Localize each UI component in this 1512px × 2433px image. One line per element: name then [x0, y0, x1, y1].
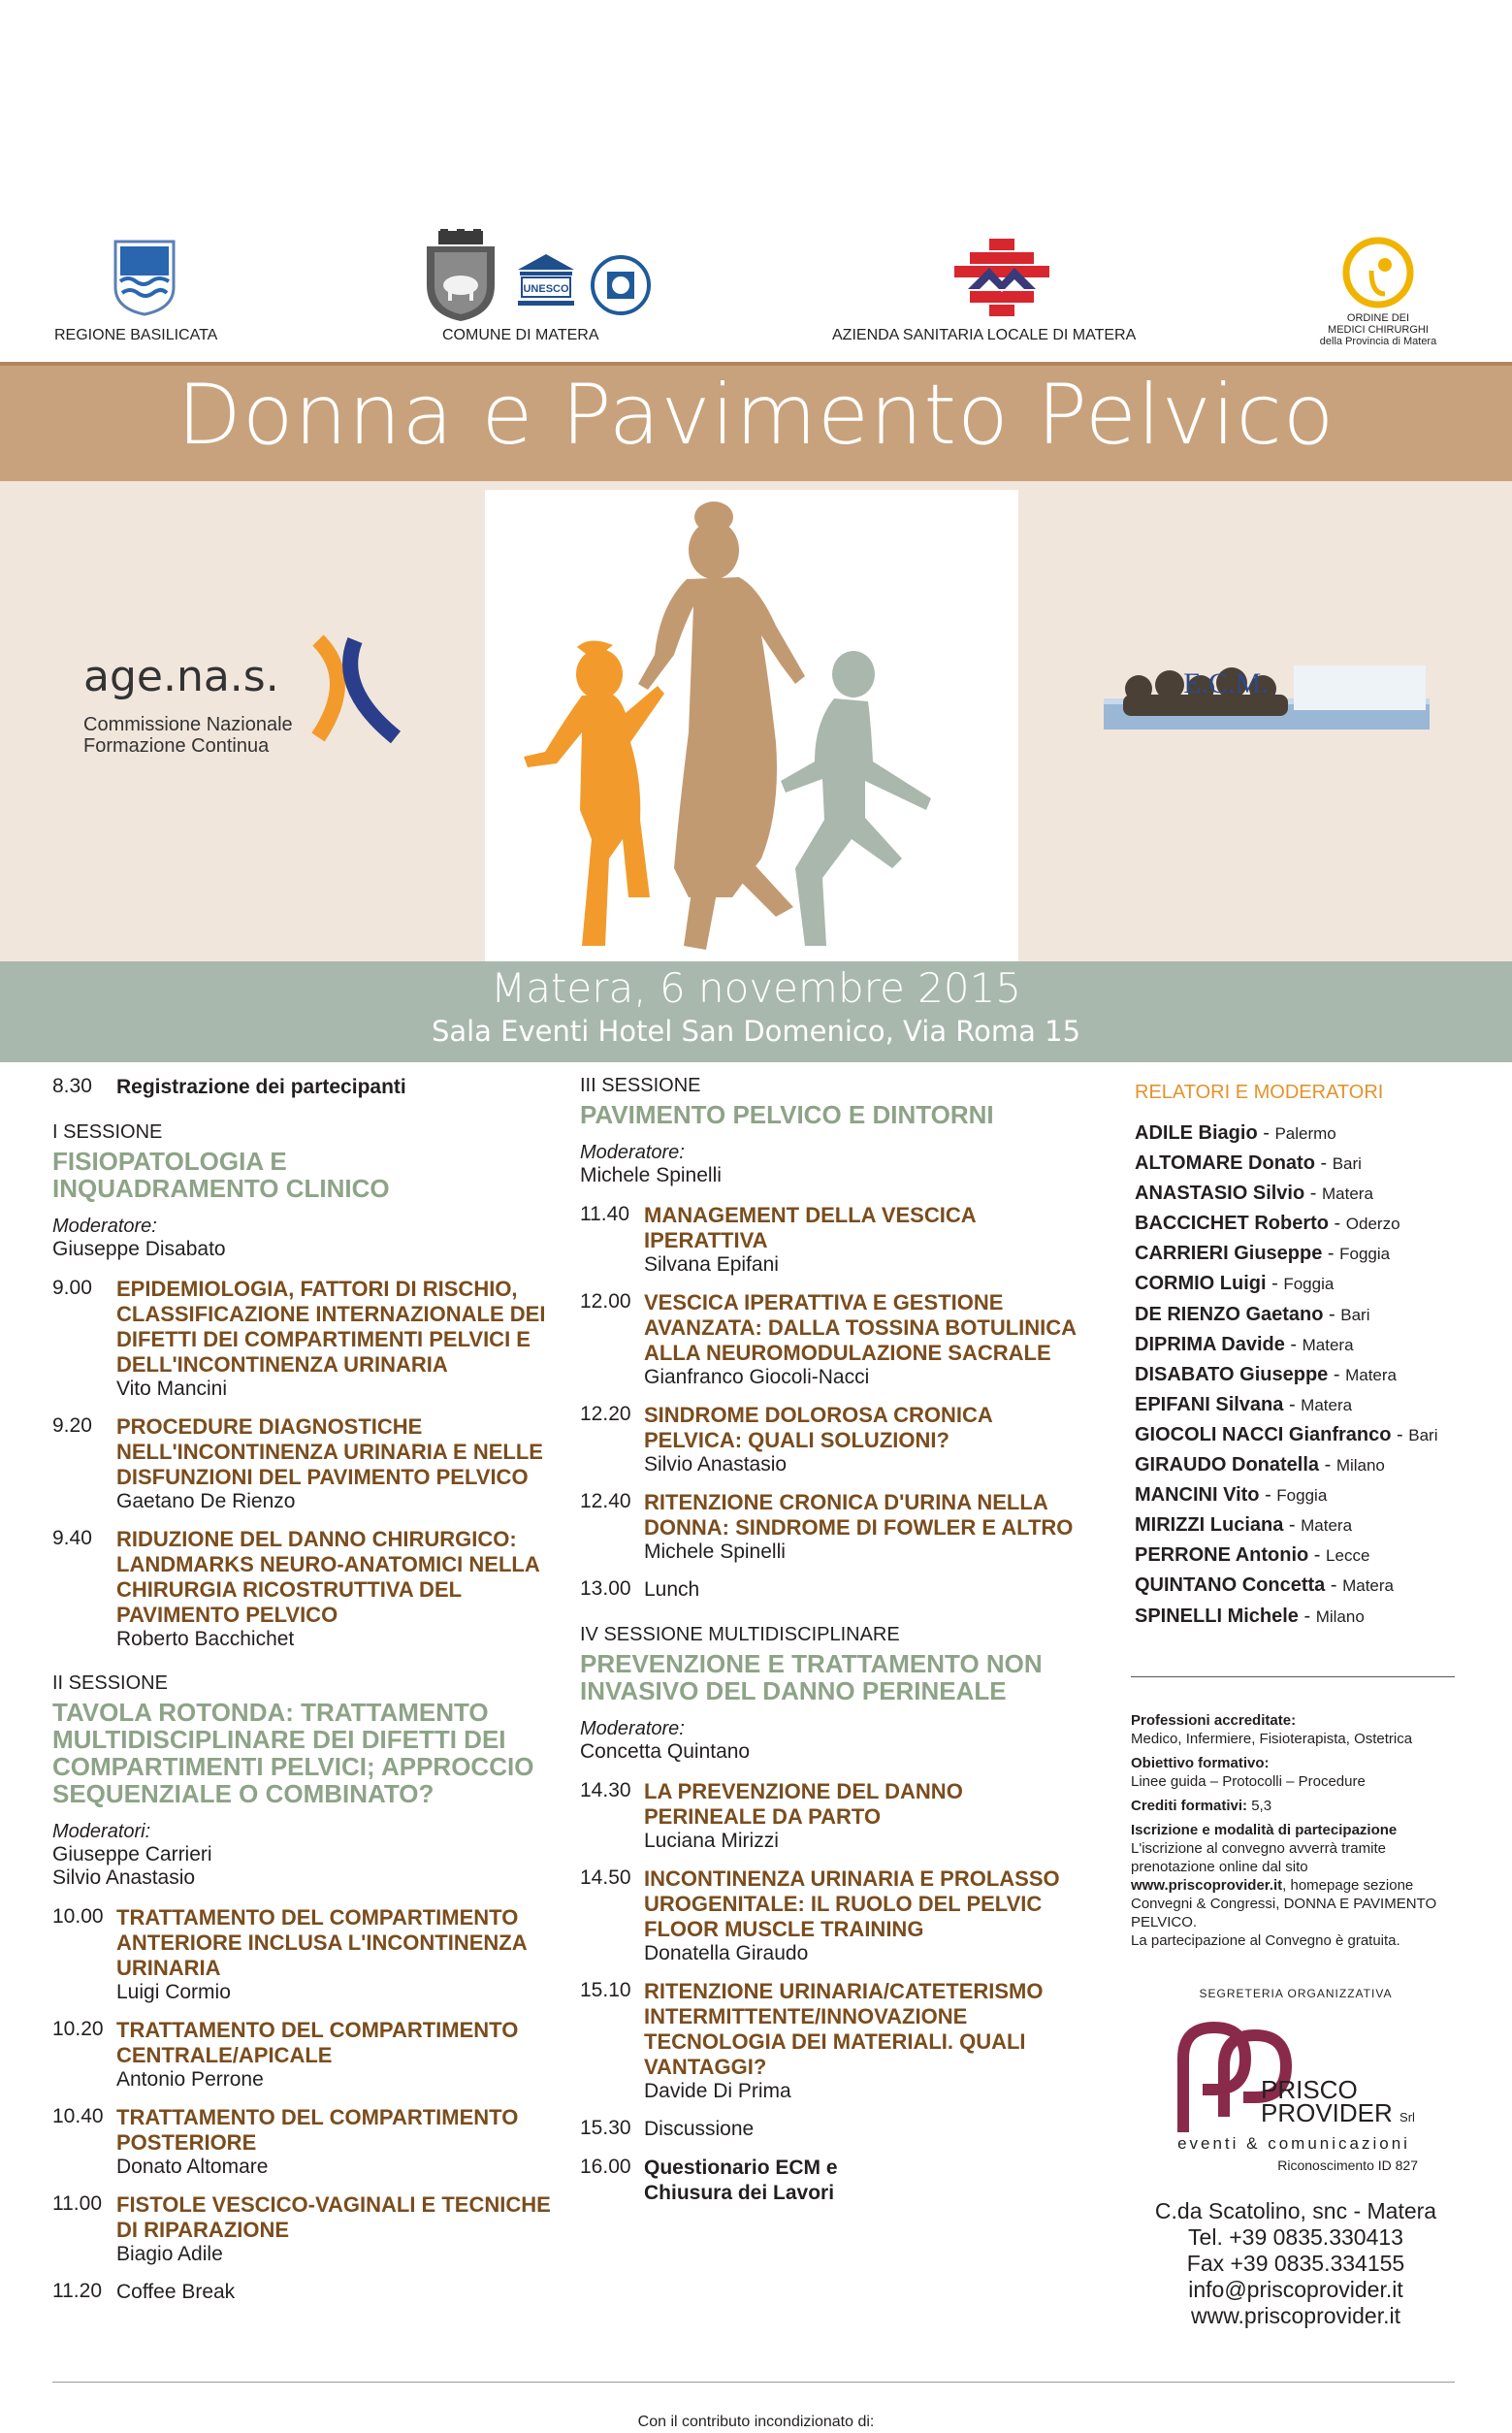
divider [1131, 1676, 1455, 1677]
talk-time: 14.50 [580, 1866, 631, 1889]
relatore-city: Foggia [1339, 1245, 1391, 1264]
relatore-name: GIRAUDO Donatella [1135, 1454, 1320, 1476]
event-venue: Sala Eventi Hotel San Domenico, Via Roma 15 [431, 1015, 1081, 1048]
registration-site-link[interactable]: www.priscoprovider.it [1131, 1877, 1283, 1894]
relatore-row: SPINELLI Michele - Milano [1135, 1605, 1365, 1627]
discussion-time: 15.30 [580, 2117, 631, 2139]
relatore-name: DISABATO Giuseppe [1135, 1363, 1329, 1385]
talk-speaker: Gianfranco Giocoli-Nacci [644, 1366, 870, 1388]
talk-item [580, 1866, 1084, 1965]
talk-item [580, 1779, 1084, 1853]
matera-coat-of-arms-icon [417, 229, 504, 322]
talk-title: RITENZIONE URINARIA/CATETERISMO INTERMITTENTE/INNOVAZIONE TECNOLOGIA DEI MATERIALI. QUALI VANTAGGI? [644, 1979, 1044, 2079]
talk-item [580, 1979, 1084, 2103]
relatore-row: ADILE Biagio - Palermo [1135, 1122, 1336, 1144]
talk-item [580, 1490, 1084, 1564]
relatore-city: Oderzo [1345, 1215, 1400, 1234]
agenas-swoosh-icon [308, 631, 405, 747]
relatore-city: Bari [1408, 1425, 1438, 1444]
segreteria-label: SEGRETERIA ORGANIZZATIVA [1199, 1987, 1393, 2000]
lunch-label: Lunch [644, 1578, 700, 1601]
footer-divider [52, 2382, 1455, 2383]
prisco-srl: Srl [1399, 2110, 1415, 2125]
relatore-name: PERRONE Antonio [1135, 1544, 1309, 1567]
relatore-city: Matera [1302, 1335, 1354, 1354]
talk-speaker: Gaetano De Rienzo [116, 1490, 296, 1512]
free-participation-note: La partecipazione al Convegno è gratuita. [1131, 1932, 1400, 1949]
talk-title: LA PREVENZIONE DEL DANNO PERINEALE DA PARTO [644, 1779, 963, 1829]
event-date: Matera, 6 novembre 2015 [490, 964, 1022, 1012]
session-3-moderator: Michele Spinelli [580, 1164, 722, 1186]
registration-info-text: L'iscrizione al convegno avverrà tramite prenotazione online dal sito [1131, 1840, 1386, 1875]
talk-speaker: Roberto Bacchichet [116, 1628, 295, 1650]
lunch-time: 13.00 [580, 1577, 631, 1600]
talk-title: SINDROME DOLOROSA CRONICA PELVICA: QUALI SOLUZIONI? [644, 1403, 992, 1452]
relatore-city: Matera [1322, 1184, 1373, 1204]
relatore-row: DIPRIMA Davide - Matera [1135, 1333, 1354, 1355]
relatore-city: Lecce [1326, 1546, 1370, 1566]
relatore-row: MANCINI Vito - Foggia [1135, 1484, 1328, 1507]
relatore-name: DE RIENZO Gaetano [1135, 1303, 1324, 1325]
agenas-line1: Commissione Nazionale [83, 714, 293, 735]
relatore-name: CARRIERI Giuseppe [1135, 1243, 1323, 1265]
agenas-line2: Formazione Continua [83, 735, 270, 757]
prisco-name-line1: PRISCO [1261, 2075, 1358, 2104]
session-2-moderator-1: Giuseppe Carrieri [52, 1843, 212, 1865]
relatore-row: MIRIZZI Luciana - Matera [1135, 1514, 1353, 1537]
coffee-break-row [52, 2280, 557, 2305]
ordine-caption-line1: ORDINE DEI [1346, 312, 1410, 324]
talk-item [52, 2105, 557, 2179]
contact-address: C.da Scatolino, snc - Matera [1154, 2198, 1437, 2223]
talk-speaker: Silvana Epifani [644, 1253, 779, 1276]
relatore-city: Matera [1301, 1395, 1353, 1414]
talk-item [52, 1277, 557, 1401]
relatore-row: QUINTANO Concetta - Matera [1135, 1574, 1395, 1597]
session-1-title-line2: INQUADRAMENTO CLINICO [52, 1174, 390, 1203]
talk-title: TRATTAMENTO DEL COMPARTIMENTO CENTRALE/APICALE [116, 2018, 519, 2067]
session-3-title: PAVIMENTO PELVICO E DINTORNI [580, 1100, 994, 1129]
comune-caption: COMUNE DI MATERA [442, 327, 599, 343]
talk-item [52, 1414, 557, 1513]
ordine-caption-line3: della Provincia di Matera [1319, 336, 1437, 347]
talk-speaker: Vito Mancini [116, 1378, 228, 1400]
professions-label: Professioni accreditate: [1131, 1712, 1297, 1729]
credits-value: 5,3 [1251, 1798, 1272, 1814]
talk-title: RIDUZIONE DEL DANNO CHIRURGICO: LANDMARKS NEURO-ANATOMICI NELLA CHIRURGIA RICOSTRUTTIVA DEL PAVIMENTO PELVICO [116, 1527, 539, 1627]
talk-item [52, 1527, 557, 1651]
talk-time: 9.20 [52, 1414, 92, 1437]
relatori-list [1135, 1119, 1437, 1632]
program-column-1 [52, 1075, 557, 2319]
session-2-moderator-label: Moderatori: [52, 1821, 151, 1842]
relatore-city: Foggia [1283, 1275, 1335, 1294]
objective-value: Linee guida – Protocolli – Procedure [1131, 1773, 1366, 1790]
talk-speaker: Luciana Mirizzi [644, 1830, 779, 1852]
talk-time: 11.00 [52, 2192, 102, 2215]
talk-time: 15.10 [580, 1979, 631, 2001]
talk-time: 11.40 [580, 1203, 629, 1225]
asl-caption: AZIENDA SANITARIA LOCALE DI MATERA [832, 327, 1137, 343]
session-3-moderator-label: Moderatore: [580, 1142, 685, 1163]
registration-info-text-2: , homepage sezione Convegni & Congressi, DONNA E PAVIMENTO PELVICO. [1131, 1877, 1437, 1930]
relatore-row: BACCICHET Roberto - Oderzo [1135, 1213, 1400, 1235]
discussion-row [580, 2117, 1084, 2142]
talk-item [52, 2192, 557, 2266]
ordine-caption-line2: MEDICI CHIRURGHI [1328, 324, 1429, 336]
contact-block [1131, 2198, 1461, 2329]
coffee-break-time: 11.20 [52, 2280, 102, 2302]
relatore-row: DE RIENZO Gaetano - Bari [1135, 1303, 1370, 1325]
relatori-heading: RELATORI E MODERATORI [1135, 1082, 1384, 1103]
relatore-name: MANCINI Vito [1135, 1484, 1260, 1507]
relatore-row: ANASTASIO Silvio - Matera [1135, 1183, 1373, 1205]
session-4-moderator-label: Moderatore: [580, 1718, 685, 1739]
relatore-name: SPINELLI Michele [1135, 1605, 1299, 1627]
coffee-break-label: Coffee Break [116, 2281, 236, 2303]
discussion-label: Discussione [644, 2118, 755, 2140]
relatore-city: Foggia [1276, 1486, 1328, 1506]
regione-shield-icon [113, 239, 177, 316]
prisco-name-line2: PROVIDER [1261, 2098, 1393, 2127]
program-column-2 [580, 1075, 1084, 2220]
ordine-medici-emblem-icon [1342, 236, 1414, 309]
session-4-moderator: Concetta Quintano [580, 1740, 751, 1763]
relatore-city: Palermo [1274, 1124, 1336, 1143]
session-4-title: PREVENZIONE E TRATTAMENTO NON INVASIVO DEL DANNO PERINEALE [580, 1649, 1043, 1705]
talk-time: 9.00 [52, 1277, 92, 1299]
svg-text:UNESCO: UNESCO [523, 283, 569, 295]
talk-title: INCONTINENZA URINARIA E PROLASSO UROGENITALE: IL RUOLO DEL PELVIC FLOOR MUSCLE TRAINING [644, 1866, 1060, 1941]
talk-item [580, 1290, 1084, 1389]
session-1-title [52, 1148, 557, 1202]
prisco-tagline: eventi & comunicazioni [1177, 2134, 1410, 2153]
asl-grid-icon [950, 239, 1053, 316]
talk-title: MANAGEMENT DELLA VESCICA IPERATTIVA [644, 1203, 976, 1252]
lunch-row [580, 1577, 1084, 1603]
closing-time: 16.00 [580, 2156, 631, 2178]
talk-speaker: Antonio Perrone [116, 2068, 264, 2091]
talk-item [52, 2018, 557, 2092]
relatore-city: Milano [1335, 1456, 1385, 1476]
talk-speaker: Biagio Adile [116, 2243, 223, 2265]
session-2-moderators [52, 1843, 557, 1890]
relatore-name: DIPRIMA Davide [1135, 1333, 1285, 1355]
session-3-label: III SESSIONE [580, 1075, 701, 1096]
session-4-label: IV SESSIONE MULTIDISCIPLINARE [580, 1624, 900, 1645]
closing-label-line2: Chiusura dei Lavori [644, 2182, 835, 2204]
credits-label: Crediti formativi: [1131, 1798, 1248, 1814]
closing-row [580, 2156, 1084, 2206]
closing-label [644, 2156, 1084, 2206]
unesco-temple-icon [512, 250, 580, 314]
relatore-row: CARRIERI Giuseppe - Foggia [1135, 1243, 1391, 1265]
session-2-moderator-2: Silvio Anastasio [52, 1866, 196, 1889]
talk-time: 10.40 [52, 2105, 104, 2127]
talk-item [580, 1203, 1084, 1277]
relatore-city: Matera [1342, 1576, 1395, 1596]
relatore-city: Matera [1301, 1516, 1353, 1536]
relatore-name: ANASTASIO Silvio [1135, 1183, 1305, 1205]
relatore-name: QUINTANO Concetta [1135, 1574, 1326, 1597]
regione-caption: REGIONE BASILICATA [54, 327, 218, 343]
relatore-row: GIOCOLI NACCI Gianfranco - Bari [1135, 1423, 1438, 1445]
contact-email[interactable]: info@priscoprovider.it [1188, 2277, 1403, 2302]
women-silhouettes-illustration [485, 490, 1018, 961]
session-1-moderator: Giuseppe Disabato [52, 1238, 226, 1260]
talk-item [52, 1905, 557, 2004]
talk-time: 10.20 [52, 2018, 104, 2040]
accreditation-info [1131, 1711, 1461, 1956]
session-1-moderator-label: Moderatore: [52, 1216, 157, 1237]
world-heritage-icon [590, 254, 652, 316]
relatore-name: BACCICHET Roberto [1135, 1213, 1329, 1235]
title-band-top-rule [0, 362, 1512, 366]
talk-speaker: Michele Spinelli [644, 1541, 786, 1563]
sponsor-caption: Con il contributo incondizionato di: [637, 2414, 875, 2430]
contact-tel: Tel. +39 0835.330413 [1188, 2224, 1403, 2250]
registration-row [52, 1075, 557, 1100]
talk-title: FISTOLE VESCICO-VAGINALI E TECNICHE DI RIPARAZIONE [116, 2192, 551, 2242]
relatore-name: ADILE Biagio [1135, 1122, 1258, 1144]
session-1-label: I SESSIONE [52, 1121, 163, 1143]
talk-speaker: Luigi Cormio [116, 1981, 231, 2003]
relatore-name: GIOCOLI NACCI Gianfranco [1135, 1423, 1392, 1445]
talk-item [580, 1403, 1084, 1476]
agenas-wordmark: age.na.s. [83, 652, 279, 701]
relatore-name: ALTOMARE Donato [1135, 1152, 1315, 1175]
talk-title: RITENZIONE CRONICA D'URINA NELLA DONNA: SINDROME DI FOWLER E ALTRO [644, 1490, 1074, 1540]
talk-title: TRATTAMENTO DEL COMPARTIMENTO POSTERIORE [116, 2105, 519, 2155]
relatore-city: Bari [1332, 1154, 1362, 1174]
talk-time: 10.00 [52, 1905, 104, 1928]
relatore-row: GIRAUDO Donatella - Milano [1135, 1454, 1385, 1476]
ecm-label: E.C.M. [1183, 667, 1269, 699]
event-title: Donna e Pavimento Pelvico [177, 367, 1335, 464]
relatore-name: CORMIO Luigi [1135, 1273, 1267, 1295]
talk-title: VESCICA IPERATTIVA E GESTIONE AVANZATA: DALLA TOSSINA BOTULINICA ALLA NEUROMODULAZIONE SACRALE [644, 1290, 1077, 1365]
session-1-title-line1: FISIOPATOLOGIA E [52, 1147, 287, 1176]
talk-time: 14.30 [580, 1779, 631, 1801]
relatore-row: PERRONE Antonio - Lecce [1135, 1544, 1370, 1567]
talk-title: TRATTAMENTO DEL COMPARTIMENTO ANTERIORE INCLUSA L'INCONTINENZA URINARIA [116, 1905, 527, 1980]
contact-fax: Fax +39 0835.334155 [1186, 2251, 1405, 2276]
objective-label: Obiettivo formativo: [1131, 1755, 1270, 1771]
talk-time: 9.40 [52, 1527, 92, 1549]
relatore-name: MIRIZZI Luciana [1135, 1514, 1284, 1537]
talk-title: PROCEDURE DIAGNOSTICHE NELL'INCONTINENZA URINARIA E NELLE DISFUNZIONI DEL PAVIMENTO PELVICO [116, 1414, 543, 1489]
relatore-name: EPIFANI Silvana [1135, 1393, 1284, 1415]
talk-speaker: Silvio Anastasio [644, 1453, 788, 1476]
talk-title: EPIDEMIOLOGIA, FATTORI DI RISCHIO, CLASSIFICAZIONE INTERNAZIONALE DEI DIFETTI DEI COMPARTIMENTI PELVICI E DELL'INCONTINENZA URINARIA [116, 1277, 546, 1377]
talk-speaker: Davide Di Prima [644, 2080, 791, 2102]
session-2-label: II SESSIONE [52, 1672, 168, 1694]
closing-label-line1: Questionario ECM e [644, 2157, 838, 2179]
relatore-city: Matera [1345, 1365, 1397, 1384]
relatore-city: Milano [1315, 1606, 1365, 1626]
session-2-title: TAVOLA ROTONDA: TRATTAMENTO MULTIDISCIPLINARE DEI DIFETTI DEI COMPARTIMENTI PELVICI; APPROCCIO SEQUENZIALE O COMBINATO? [52, 1698, 534, 1808]
relatore-row: CORMIO Luigi - Foggia [1135, 1273, 1335, 1295]
registration-info-label: Iscrizione e modalità di partecipazione [1131, 1822, 1398, 1838]
relatore-row: ALTOMARE Donato - Bari [1135, 1152, 1362, 1175]
relatore-row: DISABATO Giuseppe - Matera [1135, 1363, 1397, 1385]
prisco-recognition: Riconoscimento ID 827 [1277, 2157, 1418, 2173]
talk-speaker: Donatella Giraudo [644, 1942, 809, 1964]
contact-website[interactable]: www.priscoprovider.it [1190, 2303, 1401, 2328]
talk-speaker: Donato Altomare [116, 2156, 269, 2178]
registration-label: Registrazione dei partecipanti [116, 1076, 406, 1098]
relatore-city: Bari [1340, 1305, 1370, 1324]
talk-time: 12.00 [580, 1290, 631, 1313]
registration-time: 8.30 [52, 1075, 92, 1097]
professions-value: Medico, Infermiere, Fisioterapista, Ostetrica [1131, 1731, 1413, 1747]
talk-time: 12.20 [580, 1403, 631, 1425]
relatore-row: EPIFANI Silvana - Matera [1135, 1393, 1353, 1415]
talk-time: 12.40 [580, 1490, 631, 1512]
